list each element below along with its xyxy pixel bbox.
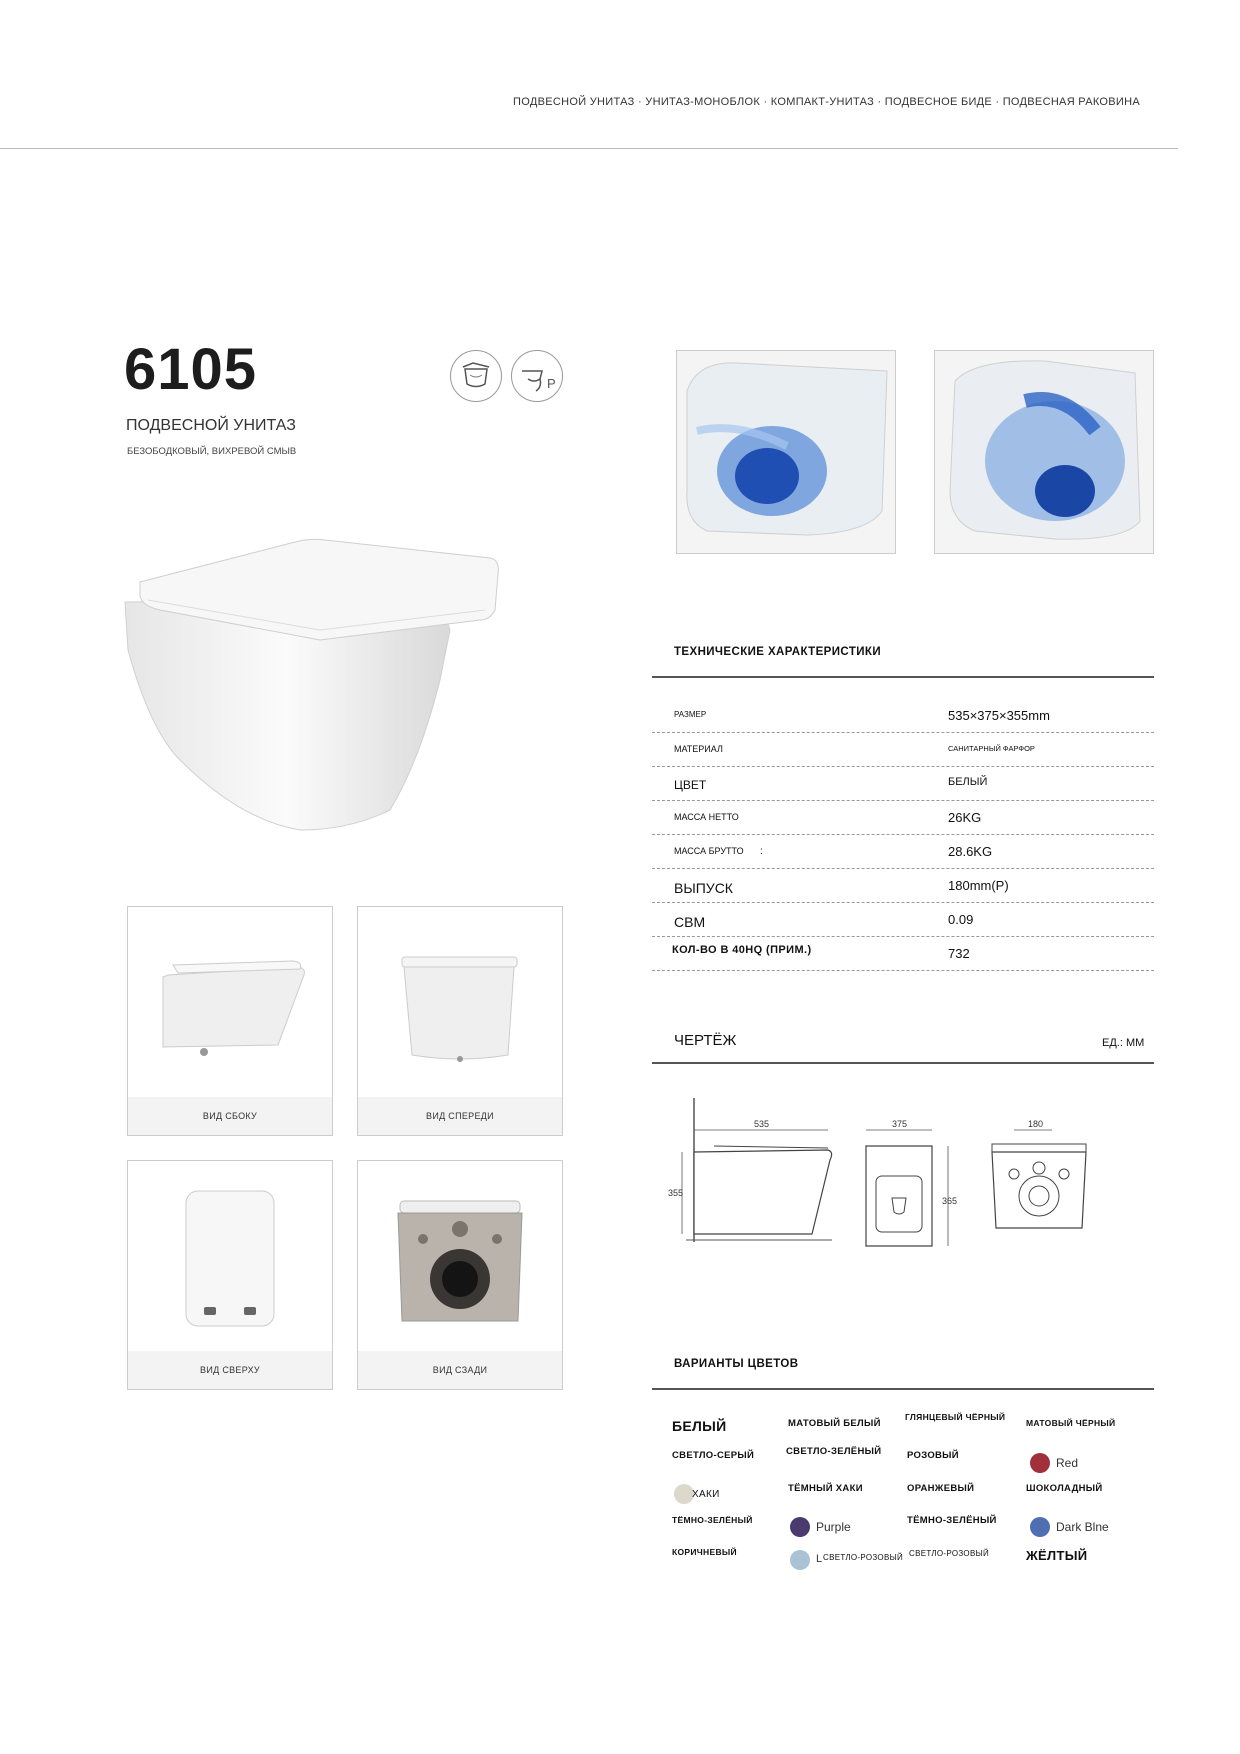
color-khaki: ХАКИ (692, 1489, 720, 1500)
color-l: L (816, 1553, 823, 1565)
model-number: 6105 (124, 337, 258, 402)
spec-row-net-weight: МАССА НЕТТО 26KG (652, 800, 1154, 835)
rimless-toilet-icon (450, 350, 502, 402)
color-dark-khaki: ТЁМНЫЙ ХАКИ (788, 1483, 863, 1494)
view-back-label: ВИД СЗАДИ (358, 1351, 562, 1389)
drawing-rule (652, 1062, 1154, 1064)
svg-text:355: 355 (668, 1188, 684, 1198)
bowl-flush-photo-1 (676, 350, 896, 554)
svg-text:375: 375 (892, 1119, 908, 1129)
p-trap-icon (511, 350, 563, 402)
spec-row-material: МАТЕРИАЛ САНИТАРНЫЙ ФАРФОР (652, 732, 1154, 767)
spec-row-color: ЦВЕТ БЕЛЫЙ (652, 766, 1154, 801)
drawing-title: ЧЕРТЁЖ (674, 1032, 737, 1049)
spec-row-cbm: CBM 0.09 (652, 902, 1154, 937)
svg-text:365: 365 (942, 1196, 958, 1206)
svg-text:180: 180 (1028, 1119, 1044, 1129)
dark-blue-swatch (1030, 1517, 1050, 1537)
spec-row-container-qty: КОЛ-ВО В 40HQ (ПРИМ.) 732 (652, 936, 1154, 971)
product-subtitle: БЕЗОБОДКОВЫЙ, ВИХРЕВОЙ СМЫВ (127, 446, 297, 457)
color-dark-blue: Dark Blne (1056, 1520, 1109, 1534)
colors-title: ВАРИАНТЫ ЦВЕТОВ (674, 1358, 799, 1370)
color-purple: Purple (816, 1520, 851, 1534)
color-matte-black: МАТОВЫЙ ЧЁРНЫЙ (1026, 1418, 1116, 1428)
view-back-thumbnail[interactable] (357, 1160, 563, 1390)
khaki-swatch (674, 1484, 694, 1504)
color-white: БЕЛЫЙ (672, 1418, 727, 1434)
color-dark-green: ТЁМНО-ЗЕЛЁНЫЙ (672, 1515, 753, 1525)
back-view-image (358, 1161, 562, 1351)
svg-text:P: P (547, 376, 556, 391)
color-red: Red (1056, 1456, 1079, 1470)
front-view-image (358, 907, 562, 1097)
view-top-thumbnail[interactable] (127, 1160, 333, 1390)
view-front-thumbnail[interactable] (357, 906, 563, 1136)
color-light-grey: СВЕТЛО-СЕРЫЙ (672, 1450, 755, 1461)
svg-text:535: 535 (754, 1119, 770, 1129)
view-front-label: ВИД СПЕРЕДИ (358, 1097, 562, 1135)
drawing-unit: ЕД.: ММ (1102, 1037, 1145, 1049)
colors-rule (652, 1388, 1154, 1390)
technical-drawing (652, 1092, 1154, 1262)
color-brown: КОРИЧНЕВЫЙ (672, 1547, 737, 1557)
spec-row-gross-weight: МАССА БРУТТО : 28.6KG (652, 834, 1154, 869)
header-divider (0, 148, 1178, 149)
view-top-label: ВИД СВЕРХУ (128, 1351, 332, 1389)
specs-title: ТЕХНИЧЕСКИЕ ХАРАКТЕРИСТИКИ (674, 646, 882, 658)
spec-row-size: РАЗМЕР 535×375×355mm (652, 698, 1154, 733)
category-nav: ПОДВЕСНОЙ УНИТАЗ · УНИТАЗ-МОНОБЛОК · КОМПАКТ-УНИТАЗ · ПОДВЕСНОЕ БИДЕ · ПОДВЕСНАЯ РАКОВИНА (513, 96, 1140, 108)
specs-rule (652, 676, 1154, 678)
color-light-pink: СВЕТЛО-РОЗОВЫЙ (909, 1549, 990, 1558)
light-blue-swatch (790, 1550, 810, 1570)
color-orange: ОРАНЖЕВЫЙ (907, 1483, 975, 1494)
side-view-image (128, 907, 332, 1097)
color-dark-green-2: ТЁМНО-ЗЕЛЁНЫЙ (907, 1515, 997, 1526)
product-type: ПОДВЕСНОЙ УНИТАЗ (126, 417, 296, 434)
top-view-image (128, 1161, 332, 1351)
product-main-photo (120, 530, 500, 840)
bowl-flush-photo-2 (934, 350, 1154, 554)
color-chocolate: ШОКОЛАДНЫЙ (1026, 1483, 1103, 1494)
color-glossy-black: ГЛЯНЦЕВЫЙ ЧЁРНЫЙ (905, 1412, 1006, 1422)
color-light-pink-2: СВЕТЛО-РОЗОВЫЙ (823, 1553, 904, 1562)
color-yellow: ЖЁЛТЫЙ (1026, 1548, 1088, 1563)
spec-row-outlet: ВЫПУСК 180mm(P) (652, 868, 1154, 903)
red-swatch (1030, 1453, 1050, 1473)
view-side-label: ВИД СБОКУ (128, 1097, 332, 1135)
color-pink: РОЗОВЫЙ (907, 1450, 959, 1461)
purple-swatch (790, 1517, 810, 1537)
color-light-green: СВЕТЛО-ЗЕЛЁНЫЙ (786, 1446, 882, 1457)
view-side-thumbnail[interactable] (127, 906, 333, 1136)
color-matte-white: МАТОВЫЙ БЕЛЫЙ (788, 1418, 881, 1429)
